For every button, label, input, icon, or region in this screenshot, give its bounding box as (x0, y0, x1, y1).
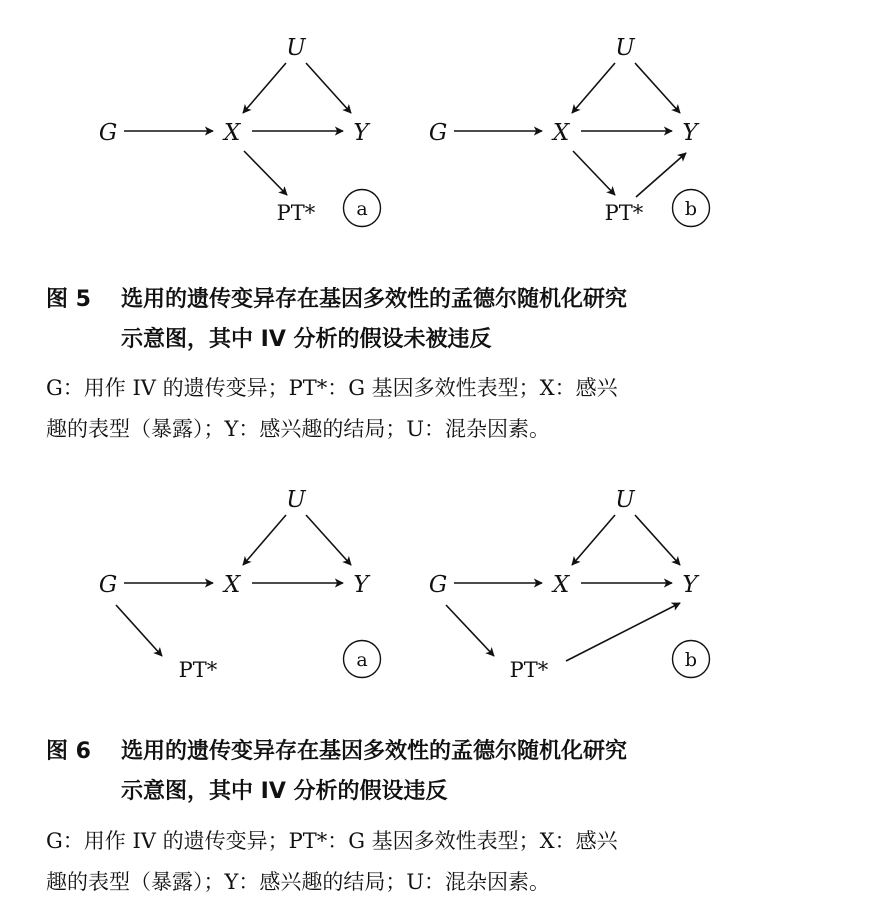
figure-6-caption-note (46, 821, 836, 903)
figure-5-panel-b (429, 35, 710, 227)
node-y: Y (682, 572, 698, 598)
panel-a-label: a (356, 649, 368, 671)
figure-6-panel-a (99, 487, 381, 682)
figure-6-note-line-2: 趣的表型（暴露）；Y：感兴趣的结局；U：混杂因素。 (46, 870, 551, 894)
figure-5-number: 图 5 (46, 287, 91, 312)
node-x: X (552, 572, 570, 598)
node-y: Y (353, 120, 369, 146)
figure-5 (0, 0, 875, 455)
figure-6-diagram (0, 455, 875, 715)
edge-u-to-x (243, 63, 286, 113)
edge-u-to-y (635, 63, 680, 113)
panel-a-label: a (356, 198, 368, 220)
node-g: G (98, 120, 118, 146)
node-x: X (552, 120, 570, 146)
edge-pt-to-y (566, 603, 680, 661)
figure-5-title-line-2: 示意图，其中 IV 分析的假设未被违反 (121, 327, 492, 352)
figure-5-diagram (0, 0, 875, 260)
edge-x-to-pt (244, 151, 287, 195)
figure-5-panel-a (99, 35, 381, 227)
figure-5-title-line-1: 选用的遗传变异存在基因多效性的孟德尔随机化研究 (121, 287, 628, 312)
node-g: G (428, 120, 448, 146)
figure-6-caption-title (46, 732, 836, 812)
edge-g-to-pt (446, 605, 494, 656)
figure-5-caption-title (46, 280, 836, 360)
node-g: G (98, 572, 118, 598)
edge-u-to-y (306, 515, 351, 565)
node-u: U (615, 487, 635, 513)
panel-b-label: b (684, 198, 698, 220)
node-u: U (286, 35, 306, 61)
figure-6-note-line-1: G：用作 IV 的遗传变异；PT*：G 基因多效性表型；X：感兴 (46, 829, 618, 853)
edge-pt-to-y (636, 153, 686, 197)
node-pt: PT* (178, 658, 218, 682)
edge-u-to-x (572, 515, 615, 565)
edge-g-to-pt (116, 605, 162, 656)
figure-6 (0, 455, 875, 917)
node-pt: PT* (509, 658, 549, 682)
node-x: X (223, 120, 241, 146)
edge-u-to-x (572, 63, 615, 113)
edge-x-to-pt (573, 151, 615, 195)
node-u: U (286, 487, 306, 513)
node-x: X (223, 572, 241, 598)
edge-u-to-x (243, 515, 286, 565)
node-y: Y (682, 120, 698, 146)
node-y: Y (353, 572, 369, 598)
node-u: U (615, 35, 635, 61)
panel-b-label: b (684, 649, 698, 671)
figure-6-title-line-1: 选用的遗传变异存在基因多效性的孟德尔随机化研究 (121, 739, 628, 764)
edge-u-to-y (635, 515, 680, 565)
figure-5-note-line-1: G：用作 IV 的遗传变异；PT*：G 基因多效性表型；X：感兴 (46, 376, 618, 400)
edge-u-to-y (306, 63, 351, 113)
node-pt: PT* (276, 201, 316, 225)
figure-6-title-line-2: 示意图，其中 IV 分析的假设违反 (121, 779, 448, 804)
figure-6-number: 图 6 (46, 739, 91, 764)
node-g: G (428, 572, 448, 598)
figure-5-note-line-2: 趣的表型（暴露）；Y：感兴趣的结局；U：混杂因素。 (46, 417, 551, 441)
figure-6-panel-b (429, 487, 710, 682)
figure-5-caption-note (46, 368, 836, 450)
node-pt: PT* (604, 201, 644, 225)
